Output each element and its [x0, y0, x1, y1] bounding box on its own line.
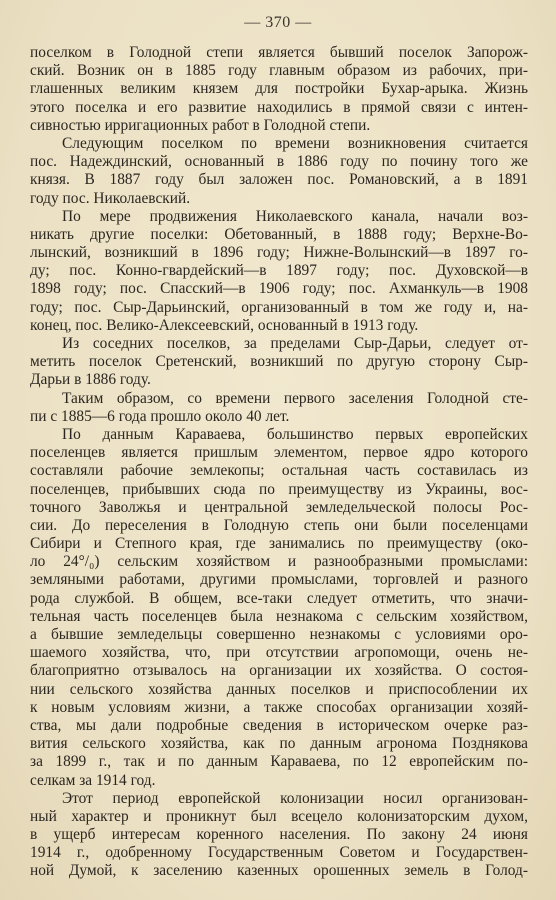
- page-number: — 370 —: [244, 14, 312, 31]
- text-line: пос. Надеждинский, основанный в 1886 году по почину того же: [30, 153, 528, 171]
- text-line: нии сельского хозяйства данных поселков и приспособлении их: [30, 680, 528, 698]
- text-line: Сибири и Степного края, где занимались по преимуществу (око-: [30, 535, 528, 553]
- text-line: ский. Возник он в 1885 году главным образом из рабочих, при-: [30, 62, 528, 80]
- text-line: году пос. Николаевский.: [30, 189, 191, 207]
- text-line: точного Заволжья и центральной земледельческой полосы Рос-: [30, 498, 528, 516]
- text-line: никать другие поселки: Обетованный, в 1888 году; Верхне-Во-: [30, 225, 528, 243]
- text-line: ный характер и проникнут был всецело колонизаторским духом,: [30, 807, 528, 825]
- text-line: князя. В 1887 году был заложен пос. Романовский, а в 1891: [30, 171, 528, 189]
- text-line: году; пос. Сыр-Дарьинский, организованный в том же году и, на-: [30, 298, 528, 316]
- text-line: к новым условиям жизни, а также способах организации хозяй-: [30, 698, 528, 716]
- text-line: сивностью ирригационных работ в Голодной степи.: [30, 116, 371, 134]
- text-line: в ущерб интересам коренного населения. По закону 24 июня: [30, 826, 528, 844]
- text-line: Таким образом, со времени первого заселения Голодной сте-: [62, 389, 528, 407]
- text-line: земляными работами, другими промыслами, торговлей и разного: [30, 571, 528, 589]
- text-line: ной Думой, к заселению казенных орошенных земель в Голод-: [30, 862, 528, 880]
- text-line: тельная часть поселенцев была незнакома с сельским хозяйством,: [30, 607, 528, 625]
- text-line: 1914 г., одобренному Государственным Советом и Государствен-: [30, 844, 528, 862]
- text-line: лынский, возникший в 1896 году; Нижне-Волынский—в 1897 го-: [30, 244, 528, 262]
- text-line: По мере продвижения Николаевского канала, начали воз-: [62, 207, 528, 225]
- text-line: глашенных великим князем для постройки Бухар-арыка. Жизнь: [30, 80, 528, 98]
- text-line: этого поселка и его развитие находились в прямой связи с интен-: [30, 98, 528, 116]
- text-line: Из соседних поселков, за пределами Сыр-Дарьи, следует от-: [62, 335, 528, 352]
- text-line: метить поселок Сретенский, возникший по другую сторону Сыр-: [30, 353, 528, 371]
- text-line: шаемого хозяйства, что, при отсутствии агропомощи, очень не-: [30, 644, 528, 662]
- text-line: поселком в Голодной степи является бывший поселок Запорож-: [30, 44, 528, 61]
- text-line: а бывшие земледельцы совершенно незнакомы с условиями оро-: [30, 626, 528, 643]
- text-line: Следующим поселком по времени возникновения считается: [62, 134, 528, 152]
- text-line: ду; пос. Конно-гвардейский—в 1897 году; пос. Духовской—в: [30, 262, 528, 280]
- text-line: сии. До переселения в Голодную степь они были поселенцами: [30, 516, 528, 534]
- text-line: По данным Караваева, большинство первых европейских: [62, 425, 528, 443]
- text-body: [30, 44, 528, 894]
- text-line: поселенцев является пришлым элементом, первое ядро которого: [30, 444, 528, 462]
- text-line: за 1899 г., так и по данным Караваева, по 12 европейским по-: [30, 753, 528, 771]
- text-line: ства, мы дали подробные сведения в историческом очерке раз-: [30, 716, 528, 734]
- text-line: селкам за 1914 год.: [30, 771, 156, 789]
- text-line: ло 24°/₀) сельским хозяйством и разнообразными промыслами:: [30, 553, 528, 571]
- text-line: пи с 1885—6 года прошло около 40 лет.: [30, 407, 290, 425]
- text-line: благоприятно отзывалось на организации их хозяйства. О состоя-: [30, 662, 528, 680]
- text-line: рода службой. В общем, все-таки следует отметить, что значи-: [30, 589, 528, 607]
- text-line: Дарьи в 1886 году.: [30, 371, 151, 389]
- text-line: Этот период европейской колонизации носил организован-: [62, 789, 528, 807]
- text-line: поселенцев, прибывших сюда по преимуществу из Украины, вос-: [30, 480, 528, 498]
- text-line: конец, пос. Велико-Алексеевский, основанный в 1913 году.: [30, 316, 419, 334]
- text-line: составляли рабочие землекопы; остальная часть составилась из: [30, 462, 528, 480]
- text-line: вития сельского хозяйства, как по данным агронома Позднякова: [30, 735, 528, 753]
- text-line: 1898 году; пос. Спасский—в 1906 году; пос. Ахманкуль—в 1908: [30, 280, 528, 298]
